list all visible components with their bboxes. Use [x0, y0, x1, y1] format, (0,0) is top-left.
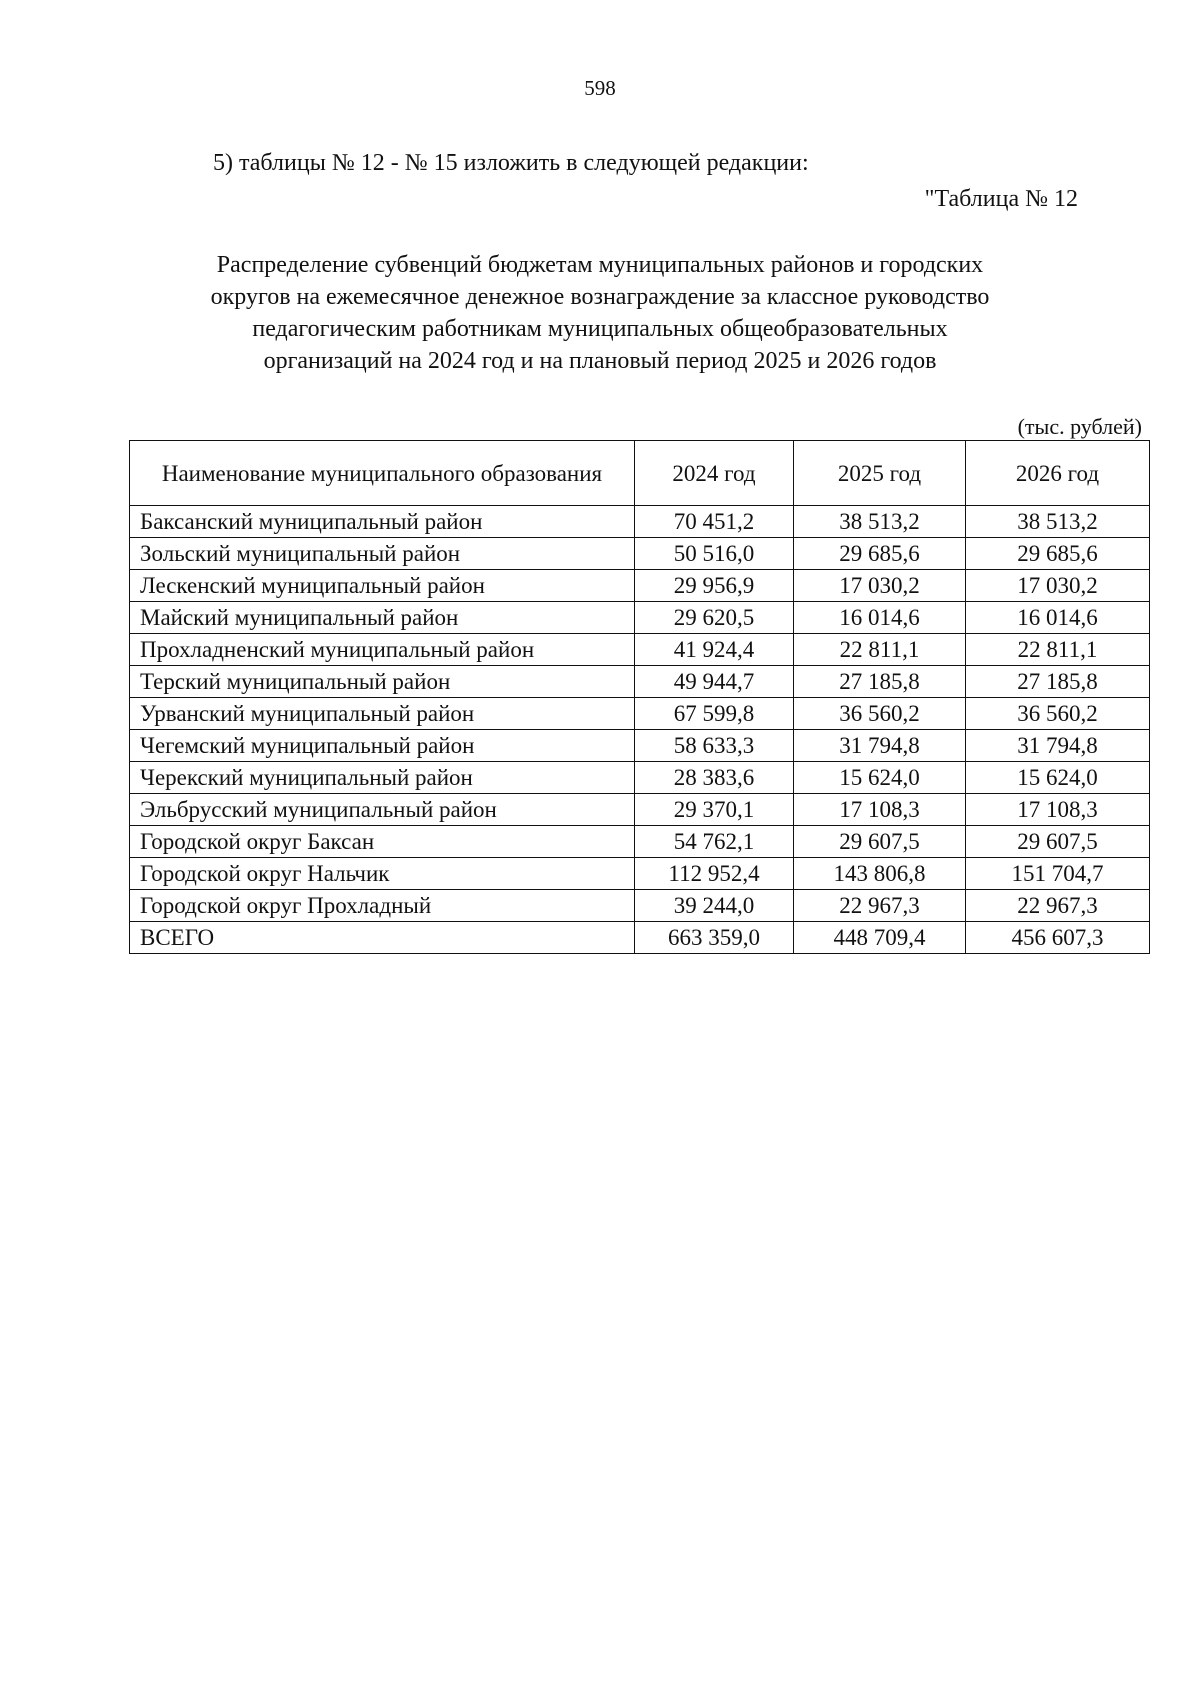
cell-2025: 448 709,4 — [794, 922, 966, 954]
cell-municipality: Городской округ Прохладный — [130, 890, 635, 922]
header-municipality: Наименование муниципального образования — [130, 441, 635, 506]
cell-2024: 29 370,1 — [635, 794, 794, 826]
cell-2025: 143 806,8 — [794, 858, 966, 890]
table-reference: "Таблица № 12 — [924, 186, 1078, 212]
cell-municipality: Майский муниципальный район — [130, 602, 635, 634]
document-title — [130, 249, 1070, 377]
cell-2024: 112 952,4 — [635, 858, 794, 890]
cell-municipality: Прохладненский муниципальный район — [130, 634, 635, 666]
table-row — [130, 602, 1150, 634]
cell-2025: 31 794,8 — [794, 730, 966, 762]
table-row — [130, 634, 1150, 666]
table-row — [130, 794, 1150, 826]
cell-2026: 17 108,3 — [966, 794, 1150, 826]
table-header-row — [130, 441, 1150, 506]
cell-municipality: Эльбрусский муниципальный район — [130, 794, 635, 826]
title-line: округов на ежемесячное денежное вознаграждение за классное руководство — [210, 284, 990, 310]
cell-2025: 17 108,3 — [794, 794, 966, 826]
cell-2024: 39 244,0 — [635, 890, 794, 922]
cell-2024: 41 924,4 — [635, 634, 794, 666]
cell-2024: 70 451,2 — [635, 506, 794, 538]
cell-2025: 36 560,2 — [794, 698, 966, 730]
table-row — [130, 538, 1150, 570]
header-2026: 2026 год — [966, 441, 1150, 506]
cell-2025: 22 811,1 — [794, 634, 966, 666]
cell-municipality: Урванский муниципальный район — [130, 698, 635, 730]
table-row — [130, 730, 1150, 762]
cell-2026: 29 607,5 — [966, 826, 1150, 858]
cell-municipality: Чегемский муниципальный район — [130, 730, 635, 762]
cell-2024: 29 620,5 — [635, 602, 794, 634]
cell-2026: 36 560,2 — [966, 698, 1150, 730]
cell-municipality: Баксанский муниципальный район — [130, 506, 635, 538]
cell-2026: 15 624,0 — [966, 762, 1150, 794]
cell-2026: 22 967,3 — [966, 890, 1150, 922]
cell-2025: 15 624,0 — [794, 762, 966, 794]
cell-2025: 29 685,6 — [794, 538, 966, 570]
table-body — [130, 506, 1150, 954]
table-row — [130, 698, 1150, 730]
table-row — [130, 762, 1150, 794]
table-row — [130, 922, 1150, 954]
cell-2024: 58 633,3 — [635, 730, 794, 762]
cell-2026: 456 607,3 — [966, 922, 1150, 954]
cell-municipality: Лескенский муниципальный район — [130, 570, 635, 602]
cell-2025: 17 030,2 — [794, 570, 966, 602]
cell-municipality: Городской округ Нальчик — [130, 858, 635, 890]
table-row — [130, 506, 1150, 538]
cell-municipality: Городской округ Баксан — [130, 826, 635, 858]
cell-2026: 31 794,8 — [966, 730, 1150, 762]
title-line: педагогическим работникам муниципальных общеобразовательных — [252, 316, 948, 342]
cell-2024: 54 762,1 — [635, 826, 794, 858]
cell-2025: 22 967,3 — [794, 890, 966, 922]
cell-2025: 27 185,8 — [794, 666, 966, 698]
header-2025: 2025 год — [794, 441, 966, 506]
cell-2025: 38 513,2 — [794, 506, 966, 538]
table-row — [130, 858, 1150, 890]
cell-2024: 49 944,7 — [635, 666, 794, 698]
cell-2026: 29 685,6 — [966, 538, 1150, 570]
cell-municipality: Зольский муниципальный район — [130, 538, 635, 570]
cell-2026: 22 811,1 — [966, 634, 1150, 666]
title-line: организаций на 2024 год и на плановый период 2025 и 2026 годов — [263, 348, 937, 374]
table-row — [130, 890, 1150, 922]
cell-2026: 38 513,2 — [966, 506, 1150, 538]
cell-2024: 29 956,9 — [635, 570, 794, 602]
cell-2024: 663 359,0 — [635, 922, 794, 954]
cell-2026: 151 704,7 — [966, 858, 1150, 890]
table-row — [130, 666, 1150, 698]
cell-2025: 16 014,6 — [794, 602, 966, 634]
cell-2026: 27 185,8 — [966, 666, 1150, 698]
table-row — [130, 826, 1150, 858]
title-line: Распределение субвенций бюджетам муниципальных районов и городских — [216, 252, 984, 278]
intro-paragraph: 5) таблицы № 12 - № 15 изложить в следующей редакции: — [213, 150, 809, 176]
cell-2024: 67 599,8 — [635, 698, 794, 730]
cell-municipality: Черекский муниципальный район — [130, 762, 635, 794]
cell-2025: 29 607,5 — [794, 826, 966, 858]
table-row — [130, 570, 1150, 602]
cell-municipality: ВСЕГО — [130, 922, 635, 954]
cell-2026: 16 014,6 — [966, 602, 1150, 634]
header-2024: 2024 год — [635, 441, 794, 506]
page-number: 598 — [584, 76, 616, 100]
cell-2026: 17 030,2 — [966, 570, 1150, 602]
cell-2024: 28 383,6 — [635, 762, 794, 794]
cell-2024: 50 516,0 — [635, 538, 794, 570]
cell-municipality: Терский муниципальный район — [130, 666, 635, 698]
units-note: (тыс. рублей) — [1017, 414, 1142, 439]
subvention-table — [129, 440, 1150, 954]
